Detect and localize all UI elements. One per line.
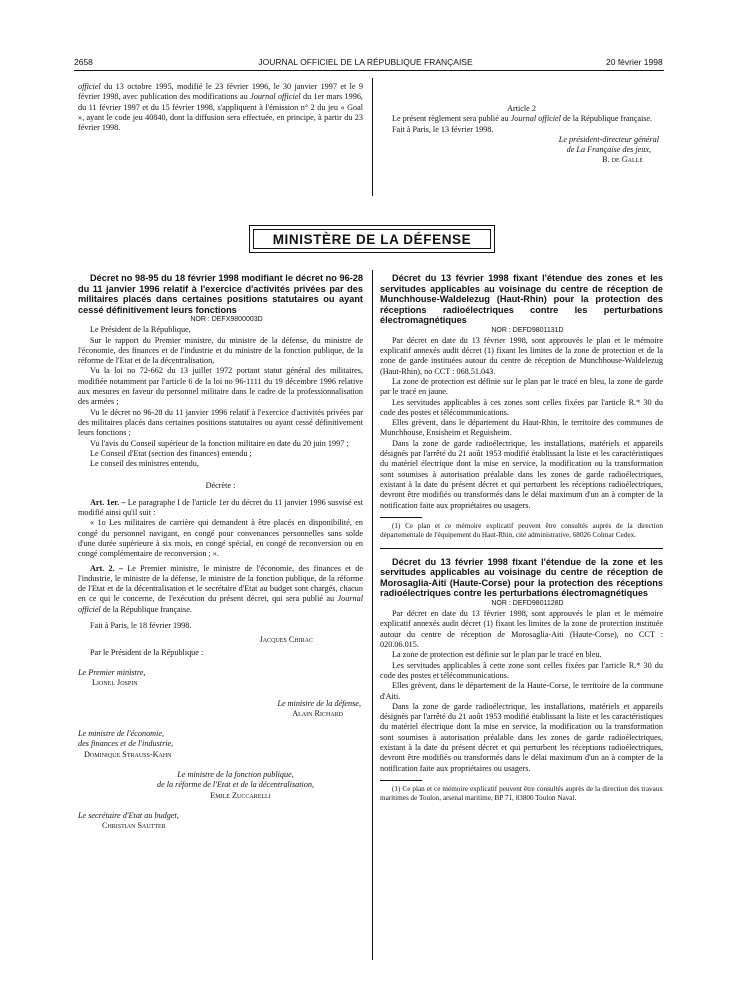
paragraph: Sur le rapport du Premier ministre, du ministre de la défense, du ministre de l'économie, des finances et de l'industrie et du ministre de la fonction publique, de la réforme de l'Etat et de la décentralisation, <box>78 335 363 366</box>
column-divider-top <box>372 78 373 196</box>
decree-title: Décret no 98-95 du 18 février 1998 modifiant le décret no 96-28 du 11 janvier 1996 relatif à l'exercice d'activités privées par des militaires placés dans certaines positions statutaires ou ayant cessé définitivement leurs fonctions <box>78 273 363 315</box>
right-column <box>380 273 663 803</box>
paragraph: Le Président de la République, <box>90 325 191 335</box>
header-rule <box>74 70 664 71</box>
budget-title: Le secrétaire d'Etat au budget, <box>78 810 179 820</box>
nor-reference: NOR : DEFD9801128D <box>491 599 564 607</box>
article-heading: Article 2 <box>507 104 536 113</box>
signature-name: B. de Gallé <box>602 155 643 165</box>
paragraph: Par décret en date du 13 février 1998, sont approuvés le plan et le mémoire explicatif annexés audit décret (1) fixant les limites de la zone de protection instituée autour du centre de réception de Morosaglia-Aiti (Haute-Corse), no CCT : 020.06.015. <box>380 609 663 650</box>
paragraph: Vu l'avis du Conseil supérieur de la fonction militaire en date du 20 juin 1997 ; <box>90 438 349 448</box>
fait-a-paris: Fait à Paris, le 18 février 1998. <box>90 621 192 631</box>
signature-president: Jacques Chirac <box>259 635 313 645</box>
paragraph: La zone de protection est définie sur le plan par le tracé en bleu. <box>392 650 602 660</box>
decrete: Décrète : <box>205 481 236 491</box>
section-rule <box>380 548 663 549</box>
issue-date: 20 février 1998 <box>606 57 663 67</box>
pm-name: Lionel Jospin <box>92 678 138 688</box>
left-column <box>78 273 363 831</box>
footnote-rule <box>380 780 422 781</box>
decree-title-morosaglia: Décret du 13 février 1998 fixant l'étendue de la zone et les servitudes applicables au voisinage du centre de réception de Morosaglia-Aiti (Haute-Corse) pour la protection des réceptions radioélectriques contre les perturbations électromagnétiques <box>380 556 663 599</box>
footnote: (1) Ce plan et ce mémoire explicatif peuvent être consultés auprès de la direction des travaux maritimes de Toulon, arsenal maritime, BP 71, 83800 Toulon Naval. <box>380 784 663 802</box>
economy-title-2: des finances et de l'industrie, <box>78 739 174 749</box>
paragraph: Les servitudes applicables à cette zone sont celles fixées par l'article R.* 30 du code des postes et télécommunications. <box>380 660 663 680</box>
paragraph: Elles grèvent, dans le département de la Haute-Corse, le territoire de la commune d'Aiti. <box>380 681 663 701</box>
top-left-block <box>78 82 363 133</box>
pm-title: Le Premier ministre, <box>78 667 146 677</box>
nor-reference: NOR : DEFD9801131D <box>491 326 564 334</box>
paragraph: Vu la loi no 72-662 du 13 juillet 1972 portant statut général des militaires, modifiée notamment par l'article 6 de la loi no 96-1111 du 19 décembre 1996 relative aux mesures en faveur du personnel militaire dans le cadre de la professionnalisation des armées ; <box>78 366 363 407</box>
economy-title: Le ministre de l'économie, <box>78 729 165 739</box>
fait-a-paris: Fait à Paris, le 13 février 1998. <box>392 124 494 134</box>
civil-service-title: Le ministre de la fonction publique, <box>177 769 294 779</box>
article-2: Art. 2. – Le Premier ministre, le ministre de l'économie, des finances et de l'industrie, le ministre de la défense, le ministre de la fonction publique, de la réforme de l'Etat et de la décentralisation et le secrétaire d'Etat au budget sont chargés, chacun en ce qui le concerne, de l'exécution du présent décret, qui sera publié au Journal officiel de la République française. <box>78 563 363 614</box>
civil-service-title-2: de la réforme de l'Etat et de la décentralisation, <box>156 780 315 790</box>
column-divider <box>372 270 373 960</box>
paragraph: Dans la zone de garde radioélectrique, les installations, matériels et appareils désignés par l'arrêté du 21 août 1953 modifié établissant la liste et les caractéristiques du matériel électrique dont la mise en service, la modification ou la transformation sont soumises à autorisation préalable dans les zones de garde radioélectriques, existant à la date du présent décret et qui perturbent les réceptions radioélectriques, devront être modifiés ou transformés dans le délai maximum d'un an à compter de la notification faite aux propriétaires ou usagers. <box>380 701 663 773</box>
paragraph: Dans la zone de garde radioélectrique, les installations, matériels et appareils désignés par l'arrêté du 21 août 1953 modifié établissant la liste et les caractéristiques du matériel électrique dont la mise en service, la modification ou la transformation sont soumises à autorisation préalable dans les zones de garde radioélectriques, existant à la date du présent décret et qui perturbent les réceptions radioélectriques, devront être modifiés ou transformés dans le délai maximum d'un an à compter de la notification faite aux propriétaires ou usagers. <box>380 438 663 510</box>
paragraph: Les servitudes applicables à ces zones sont celles fixées par l'article R.* 30 du code des postes et télécommunications. <box>380 397 663 417</box>
par-le-president: Par le Président de la République : <box>90 647 204 657</box>
signature-title-2: de La Française des jeux, <box>566 145 651 155</box>
footnote: (1) Ce plan et ce mémoire explicatif peuvent être consultés auprès de la direction départementale de l'équipement du Haut-Rhin, cité administrative, 68026 Colmar Cedex. <box>380 521 663 539</box>
paragraph: La zone de protection est définie sur le plan par le tracé en bleu, la zone de garde par le tracé en jaune. <box>380 376 663 397</box>
decree-title-munchhouse: Décret du 13 février 1998 fixant l'étendue des zones et les servitudes applicables au voisinage du centre de réception de Munchhouse-Waldelezug (Haut-Rhin) pour la protection des réceptions radioélectriques contre les perturbations électromagnétiques <box>380 273 663 325</box>
continuation-paragraph: officiel du 13 octobre 1995, modifié le 23 février 1996, le 30 janvier 1997 et le 9 février 1998, avec publication des modifications au Journal officiel du 1er mars 1996, du 11 février 1997 et du 15 février 1998, s'appliquent à l'émission n° 2 du jeu « Goal », ayant le code jeu 40840, dont la diffusion sera effectuée, en principe, à partir du 23 février 1998. <box>78 82 363 133</box>
defense-name: Alain Richard <box>292 708 343 718</box>
footnote-rule <box>380 517 422 518</box>
budget-name: Christian Sautter <box>102 821 166 831</box>
defense-title: Le ministre de la défense, <box>277 698 361 708</box>
article-1: Art. 1er. – Le paragraphe I de l'article 1er du décret du 11 janvier 1996 susvisé est modifié ainsi qu'il suit : <box>78 497 363 518</box>
journal-title: JOURNAL OFFICIEL DE LA RÉPUBLIQUE FRANÇAISE <box>258 57 473 67</box>
paragraph: Le conseil des ministres entendu, <box>90 459 199 469</box>
signature-title: Le président-directeur général <box>558 134 659 144</box>
ministry-heading-box <box>249 225 495 253</box>
top-right-block <box>380 104 663 166</box>
page-number: 2658 <box>74 57 93 67</box>
economy-name: Dominique Strauss-Kahn <box>84 749 172 759</box>
nor-reference: NOR : DEFX9800003D <box>190 316 263 323</box>
paragraph: Vu le décret no 96-28 du 11 janvier 1996 relatif à l'exercice d'activités privées par des militaires placés dans certaines positions statutaires ou ayant cessé définitivement leurs fonctions ; <box>78 407 363 438</box>
article-paragraph: Le présent règlement sera publié au Journal officiel de la République française. <box>392 114 653 124</box>
civil-service-name: Emile Zuccarelli <box>210 790 271 800</box>
ministry-heading: MINISTÈRE DE LA DÉFENSE <box>253 229 491 249</box>
paragraph: Par décret en date du 13 février 1998, sont approuvés le plan et le mémoire explicatif annexés audit décret (1) fixant les limites de la zone de protection et de la zone de garde instituées autour du centre de réception de Munchhouse-Waldelezug (Haut-Rhin), no CCT : 068.51.043. <box>380 335 663 376</box>
article-1-quote: « 1o Les militaires de carrière qui demandent à être placés en disponibilité, en congé du personnel navigant, en congé pour convenances personnelles sans solde d'une durée supérieure à six mois, en congé spécial, en congé de reconversion ou en congé complémentaire de reconversion ; ». <box>78 518 363 559</box>
paragraph: Elles grèvent, dans le département du Haut-Rhin, le territoire des communes de Munchhouse, Ensisheim et Reguisheim. <box>380 418 663 438</box>
paragraph: Le Conseil d'Etat (section des finances) entendu ; <box>90 448 252 458</box>
